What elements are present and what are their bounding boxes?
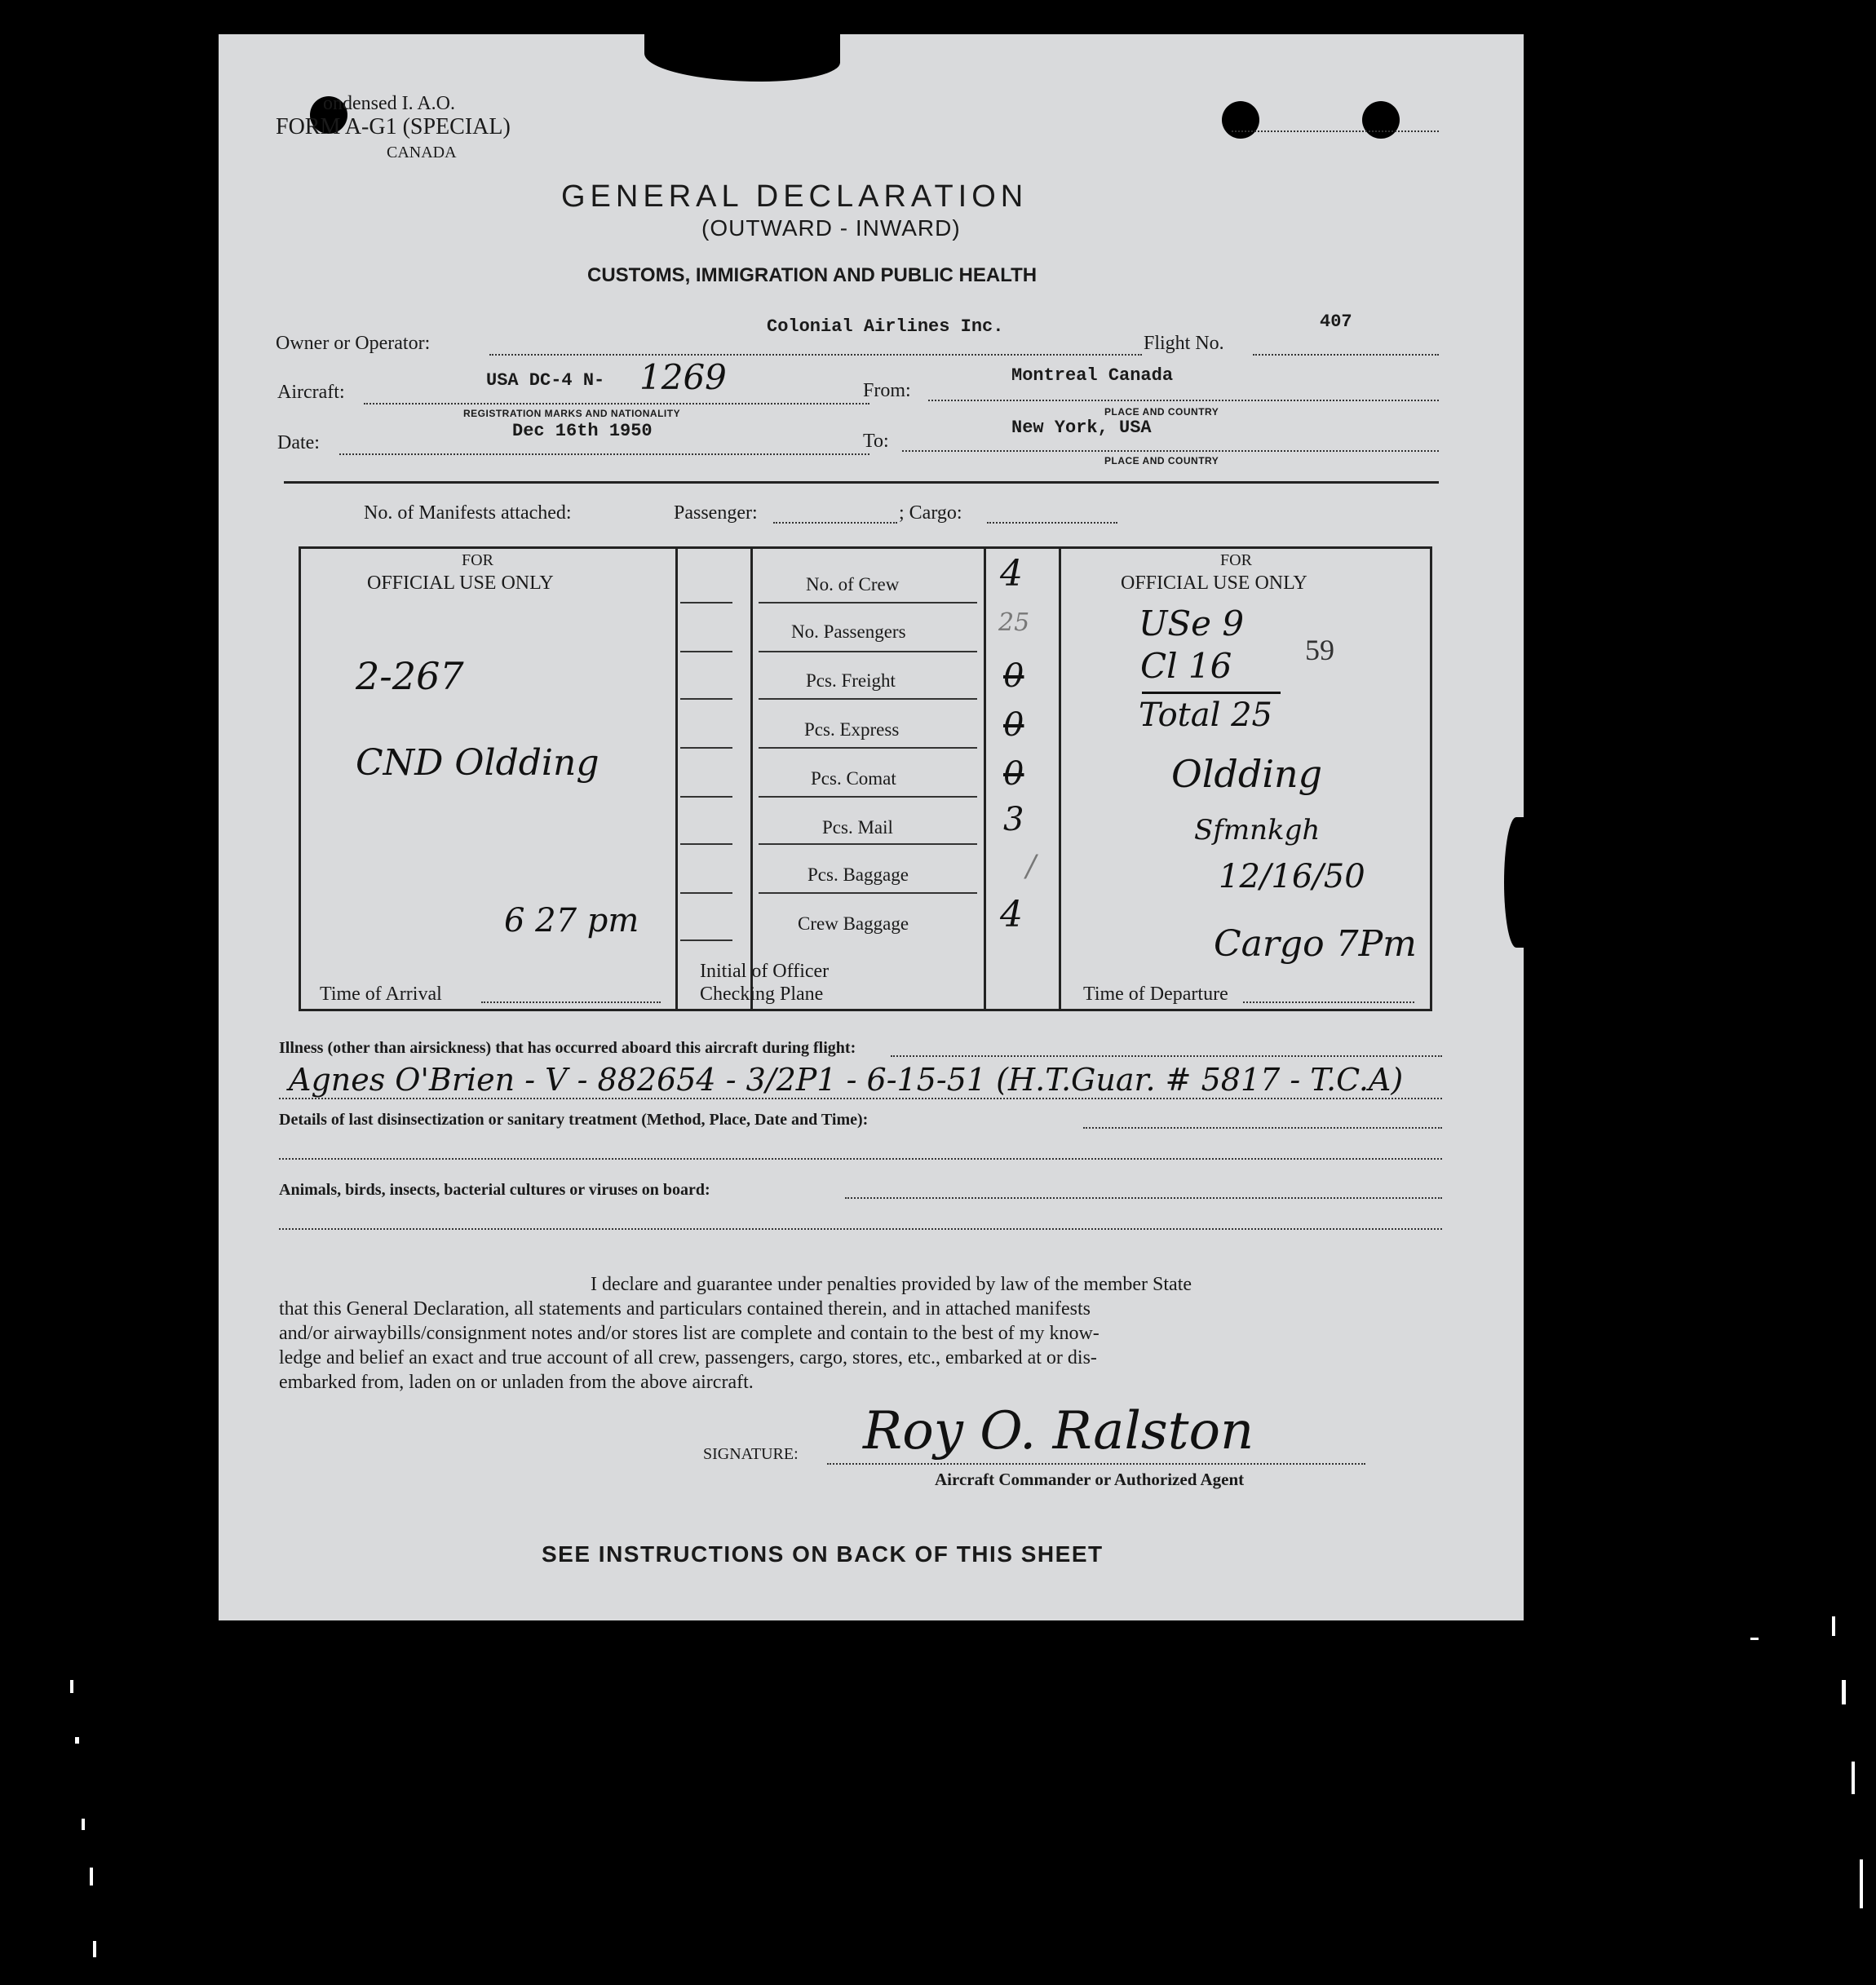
left-note-code: 2-267 <box>356 654 464 698</box>
aircraft-handwritten: 1269 <box>639 357 727 397</box>
row-label-freight: Pcs. Freight <box>806 670 896 691</box>
footer-instructions: SEE INSTRUCTIONS ON BACK OF THIS SHEET <box>542 1541 1104 1567</box>
declaration-line-4: ledge and belief an exact and true account of all crew, passengers, cargo, stores, etc., embarked at or dis- <box>279 1347 1097 1368</box>
header-divider <box>284 481 1439 484</box>
row-line-1b <box>759 602 977 603</box>
right-note-date: 12/16/50 <box>1219 858 1365 895</box>
signature-caption: Aircraft Commander or Authorized Agent <box>935 1470 1245 1489</box>
illness-value: Agnes O'Brien - V - 882654 - 3/2P1 - 6-15-51 (H.T.Guar. # 5817 - T.C.A) <box>289 1062 1404 1098</box>
time-arrival-line <box>481 1001 661 1003</box>
signature-label: SIGNATURE: <box>703 1445 799 1463</box>
scan-speck <box>75 1737 79 1744</box>
flight-value: 407 <box>1320 312 1352 332</box>
date-value: Dec 16th 1950 <box>512 421 653 441</box>
left-note-officer: CND Oldding <box>356 742 600 784</box>
aircraft-caption: REGISTRATION MARKS AND NATIONALITY <box>463 408 681 419</box>
form-header-line1: ondensed I. A.O. <box>323 93 455 114</box>
row-label-comat: Pcs. Comat <box>811 768 896 789</box>
disinsect-line-1 <box>1083 1127 1442 1129</box>
initial-officer-label-1: Initial of Officer <box>700 961 830 982</box>
from-value: Montreal Canada <box>1011 365 1174 386</box>
right-header-for: FOR <box>1220 551 1252 569</box>
form-header-line2: FORM A-G1 (SPECIAL) <box>276 114 511 139</box>
right-note-total: Total 25 <box>1139 696 1272 734</box>
scan-speck <box>70 1680 73 1693</box>
aircraft-label: Aircraft: <box>277 382 345 403</box>
page-subtitle: (OUTWARD - INWARD) <box>701 215 961 241</box>
aircraft-typed: USA DC-4 N- <box>486 370 605 391</box>
row-value-baggage: / <box>1026 850 1037 883</box>
from-label: From: <box>863 380 911 401</box>
page-dept: CUSTOMS, IMMIGRATION AND PUBLIC HEALTH <box>587 264 1038 286</box>
row-value-crew-baggage: 4 <box>1000 894 1023 935</box>
illness-label: Illness (other than airsickness) that has occurred aboard this aircraft during flight: <box>279 1039 856 1057</box>
declaration-line-3: and/or airwaybills/consignment notes and/or stores list are complete and contain to the best of my know- <box>279 1323 1099 1344</box>
row-line-3b <box>759 698 977 700</box>
punch-hole-right-2 <box>1362 101 1400 139</box>
time-departure-line <box>1243 1001 1414 1003</box>
illness-line-2 <box>279 1098 1442 1099</box>
row-line-5 <box>680 796 732 798</box>
left-header-for: FOR <box>462 551 493 569</box>
flight-label: Flight No. <box>1144 333 1224 354</box>
right-note-signature: Oldding <box>1171 752 1323 796</box>
left-note-time: 6 27 pm <box>504 902 639 939</box>
cargo-label: ; Cargo: <box>899 502 962 524</box>
punch-hole-right-1 <box>1222 101 1259 139</box>
right-note-signature-2: Sfmnkgh <box>1194 814 1321 847</box>
flight-line <box>1253 354 1439 356</box>
from-line <box>928 400 1439 401</box>
to-caption: PLACE AND COUNTRY <box>1104 455 1219 466</box>
table-divider-4 <box>1059 546 1061 1011</box>
animals-line-2 <box>279 1228 1442 1230</box>
row-label-mail: Pcs. Mail <box>822 817 893 838</box>
left-header-official: OFFICIAL USE ONLY <box>367 573 554 594</box>
row-label-crew-baggage: Crew Baggage <box>798 913 909 934</box>
scan-speck <box>1860 1859 1863 1908</box>
row-label-passengers: No. Passengers <box>791 621 906 642</box>
date-line <box>339 453 869 455</box>
paper-notch <box>1504 817 1529 948</box>
table-divider-3 <box>984 546 986 1011</box>
owner-label: Owner or Operator: <box>276 333 431 354</box>
cargo-line <box>987 522 1117 524</box>
animals-label: Animals, birds, insects, bacterial cultures or viruses on board: <box>279 1181 710 1199</box>
illness-line-1 <box>891 1055 1442 1057</box>
paper-tear <box>644 34 840 82</box>
table-divider-1 <box>675 546 678 1011</box>
to-value: New York, USA <box>1011 418 1152 438</box>
aircraft-line <box>364 403 869 405</box>
table-divider-2 <box>750 546 753 1011</box>
form-number-line <box>1232 130 1439 132</box>
disinsect-label: Details of last disinsectization or sanitary treatment (Method, Place, Date and Time): <box>279 1111 869 1129</box>
row-line-5b <box>759 796 977 798</box>
row-line-6b <box>759 843 977 845</box>
declaration-line-1: I declare and guarantee under penalties provided by law of the member State <box>591 1274 1192 1295</box>
row-label-crew: No. of Crew <box>806 574 900 595</box>
to-line <box>902 450 1439 452</box>
right-header-official: OFFICIAL USE ONLY <box>1121 573 1307 594</box>
disinsect-line-2 <box>279 1158 1442 1160</box>
signature-value: Roy O. Ralston <box>863 1401 1254 1461</box>
right-note-stamp: 59 <box>1305 634 1334 666</box>
passenger-label: Passenger: <box>674 502 758 524</box>
time-arrival-label: Time of Arrival <box>320 984 442 1005</box>
scan-speck <box>1750 1638 1759 1640</box>
right-note-sum-line <box>1142 692 1281 694</box>
form-header-line3: CANADA <box>387 144 457 161</box>
row-line-6 <box>680 843 732 845</box>
row-value-mail: 3 <box>1003 801 1024 838</box>
signature-line <box>827 1463 1365 1465</box>
scan-speck <box>82 1819 85 1830</box>
scan-speck <box>1842 1680 1846 1704</box>
row-line-2b <box>759 651 977 652</box>
right-note-use: USe 9 <box>1139 603 1245 643</box>
owner-line <box>489 354 1142 356</box>
row-line-4 <box>680 747 732 749</box>
declaration-line-2: that this General Declaration, all statements and particulars contained therein, and in attached manifests <box>279 1298 1091 1320</box>
passenger-line <box>773 522 897 524</box>
row-line-8 <box>680 939 732 941</box>
row-value-comat: 0 <box>1003 755 1024 793</box>
scan-speck <box>1832 1616 1835 1636</box>
manifests-label: No. of Manifests attached: <box>364 502 572 524</box>
row-label-express: Pcs. Express <box>804 719 900 740</box>
row-line-4b <box>759 747 977 749</box>
row-value-freight: 0 <box>1003 657 1024 695</box>
from-caption: PLACE AND COUNTRY <box>1104 406 1219 418</box>
owner-value: Colonial Airlines Inc. <box>767 316 1004 337</box>
right-note-time: Cargo 7Pm <box>1214 923 1417 965</box>
time-departure-label: Time of Departure <box>1083 984 1228 1005</box>
row-label-baggage: Pcs. Baggage <box>807 864 909 885</box>
to-label: To: <box>863 431 889 452</box>
scan-speck <box>93 1941 96 1957</box>
scan-speck <box>90 1868 93 1886</box>
page-title: GENERAL DECLARATION <box>561 179 1029 214</box>
right-note-cl: Cl 16 <box>1140 646 1232 686</box>
animals-line-1 <box>845 1197 1442 1199</box>
row-line-7 <box>680 892 732 894</box>
row-value-passengers: 25 <box>998 608 1030 637</box>
scan-speck <box>1852 1762 1855 1794</box>
declaration-form-sheet <box>219 34 1524 1620</box>
row-line-3 <box>680 698 732 700</box>
row-line-2 <box>680 651 732 652</box>
row-line-7b <box>759 892 977 894</box>
row-line-1 <box>680 602 732 603</box>
declaration-line-5: embarked from, laden on or unladen from the above aircraft. <box>279 1372 754 1393</box>
initial-officer-label-2: Checking Plane <box>700 984 824 1005</box>
date-label: Date: <box>277 432 320 453</box>
row-value-express: 0 <box>1003 706 1024 744</box>
row-value-crew: 4 <box>1000 553 1023 595</box>
